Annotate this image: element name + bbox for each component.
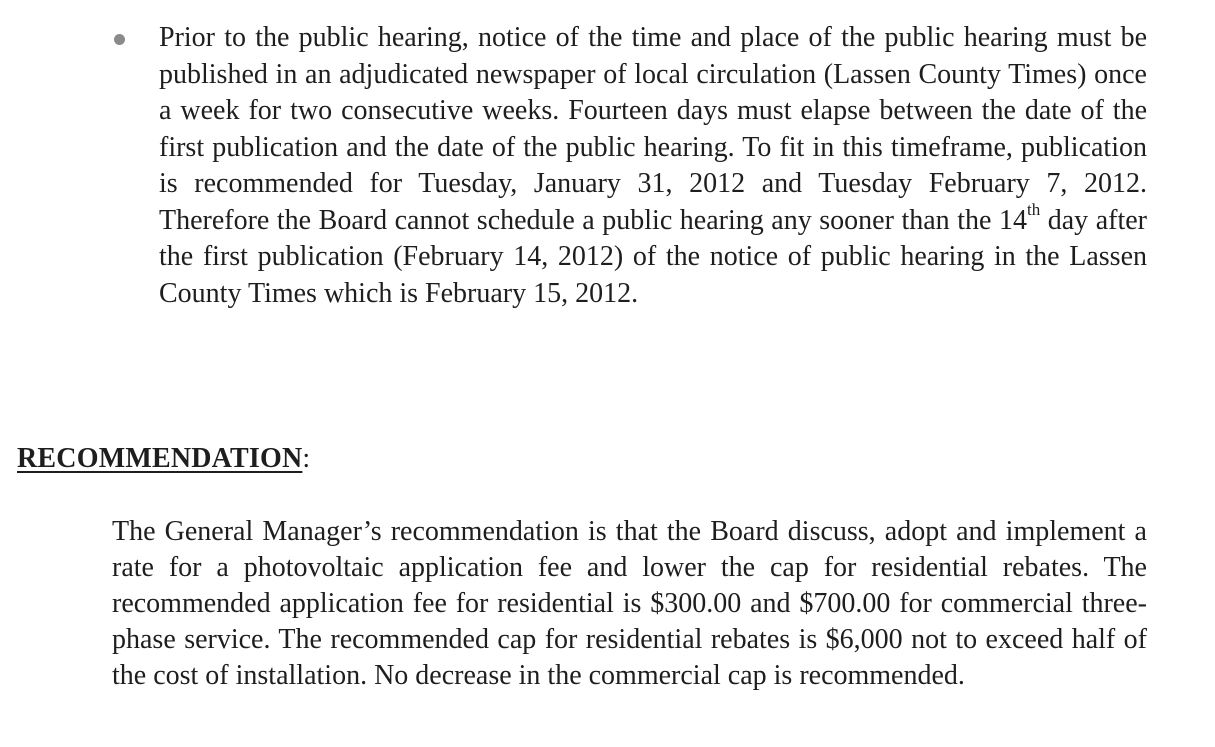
recommendation-heading-label: RECOMMENDATION <box>17 443 303 474</box>
recommendation-heading-colon: : <box>302 443 311 474</box>
recommendation-heading <box>17 441 310 477</box>
recommendation-paragraph: The General Manager’s recommendation is that the Board discuss, adopt and implement a rate for a photovoltaic application fee and lower the cap for residential rebates. The recommended application fee for residential is $300.00 and $700.00 for commercial three-phase service. The recommended cap for residential rebates is $6,000 not to exceed half of the cost of installation. No decrease in the commercial cap is recommended. <box>112 516 1147 691</box>
bullet-text-part-1: Prior to the public hearing, notice of the time and place of the public hearing must be published in an adjudicated newspaper of local circulation (Lassen County Times) once a week for two consecutive weeks. Fourteen days must elapse between the date of the first publication and the date of the public hearing. To fit in this timeframe, publication is recommended for Tuesday, January 31, 2012 and Tuesday February 7, 2012. Therefore the Board cannot schedule a public hearing any sooner than the 14 <box>159 22 1147 236</box>
bullet-paragraph <box>159 20 1147 312</box>
ordinal-superscript: th <box>1026 200 1041 220</box>
bullet-text-part-2: day after the first publication (February 14, 2012) of the notice of public hearing in the Lassen County Times which is February 15, 2012. <box>159 204 1147 309</box>
bullet-dot-icon <box>114 34 125 45</box>
